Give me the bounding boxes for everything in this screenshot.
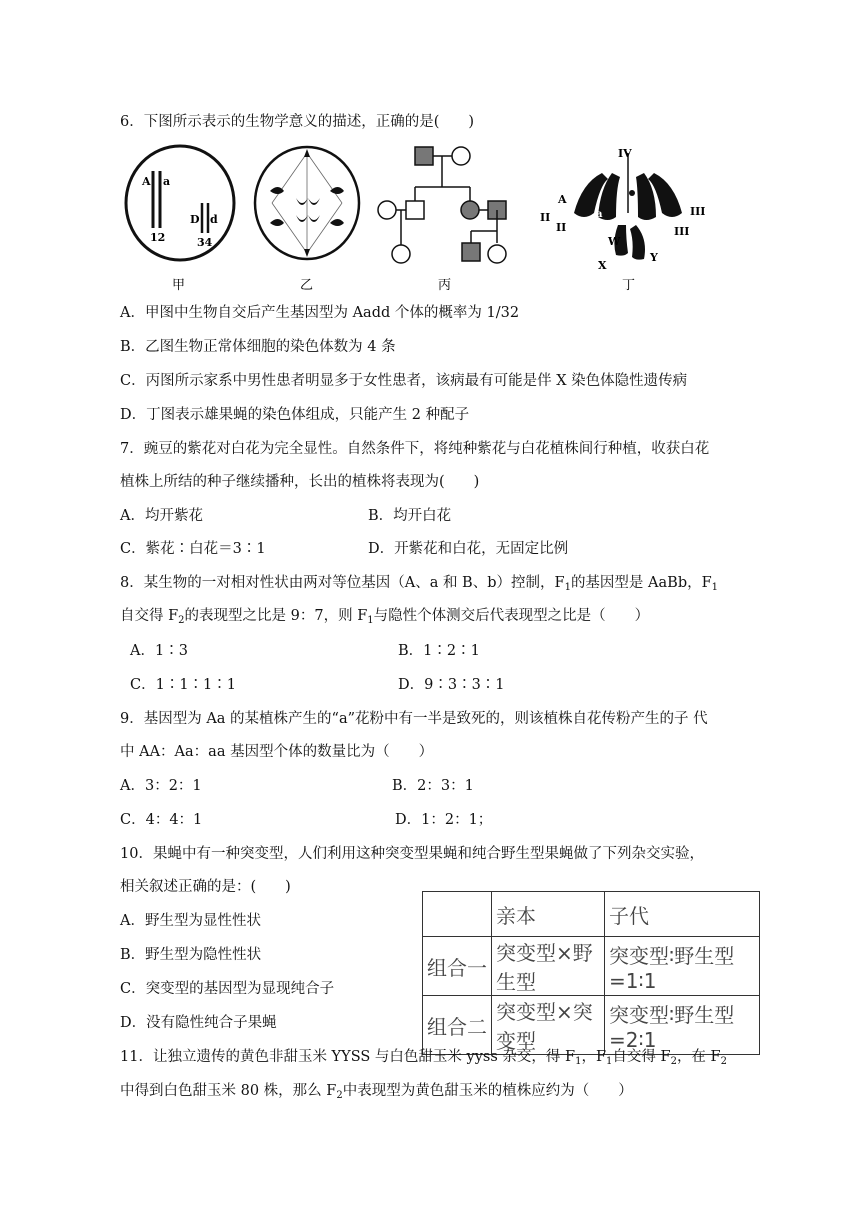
subscript: 2 (720, 1056, 727, 1067)
table-row (423, 996, 760, 1055)
q8-stem-line1 (120, 573, 718, 593)
q8-option-b: B．1∶2∶1 (398, 643, 480, 659)
chromosome-label-III-2: III (674, 225, 690, 238)
q8-option-a: A．1∶3 (130, 643, 188, 659)
q8-option-c: C．1∶1∶1∶1 (130, 677, 236, 693)
q6-option-c: C．丙图所示家系中男性患者明显多于女性患者，该病最有可能是伴 X 染色体隐性遗传病 (120, 373, 688, 389)
allele-A: A (142, 175, 151, 188)
chromosome-label-III: III (690, 205, 706, 218)
q11-stem-line2 (120, 1081, 633, 1101)
q10-stem-line2: 相关叙述正确的是：( ) (120, 879, 291, 895)
q8-text: 自交得 F (120, 608, 179, 624)
q10-option-a: A．野生型为显性性状 (120, 913, 261, 929)
subscript: 1 (606, 1056, 613, 1067)
q10-option-d: D．没有隐性纯合子果蝇 (120, 1015, 277, 1031)
table-row (423, 937, 760, 996)
chromosome-label-X: X (598, 259, 607, 272)
q10-option-b: B．野生型为隐性性状 (120, 947, 262, 963)
q9-option-c: C．4：4：1 (120, 812, 203, 828)
chromosome-label-II-2: II (556, 221, 567, 234)
allele-A-ding: A (558, 193, 567, 206)
figure-label-yi: 乙 (300, 278, 314, 293)
figure-label-ding: 丁 (622, 278, 636, 293)
q9-option-d: D．1：2：1； (395, 812, 493, 828)
allele-d: d (210, 213, 218, 226)
figure-jia (126, 146, 234, 260)
allele-D: D (190, 213, 200, 226)
q11-stem-line1 (120, 1047, 727, 1067)
subscript: 1 (367, 615, 374, 626)
table-header-cell: 子代 (605, 892, 760, 937)
allele-a: a (163, 175, 171, 188)
figure-bing (378, 147, 506, 263)
table-cell: 组合二 (423, 996, 492, 1055)
q9-option-b: B．2：3：1 (392, 778, 474, 794)
table-cell: 突变型∶野生型=2∶1 (605, 996, 760, 1055)
q10-stem-line1: 10．果蝇中有一种突变型，人们利用这种突变型果蝇和纯合野生型果蝇做了下列杂交实验， (120, 846, 704, 862)
q8-text: 与隐性个体测交后代表现型之比是（ ） (373, 608, 650, 624)
table-cell: 组合一 (423, 937, 492, 996)
q8-text: 8．某生物的一对相对性状由两对等位基因（A、a 和 B、b）控制，F (120, 575, 565, 591)
chromosome-label-Y: Y (650, 251, 658, 264)
q6-option-a: A．甲图中生物自交后产生基因型为 Aadd 个体的概率为 1/32 (120, 305, 520, 321)
table-cell: 突变型×野生型 (492, 937, 605, 996)
table-cell: 突变型∶野生型=1∶1 (605, 937, 760, 996)
q9-stem-line1: 9．基因型为 Aa 的某植株产生的“a”花粉中有一半是致死的，则该植株自花传粉产生的子 代 (120, 711, 708, 727)
subscript: 2 (178, 615, 185, 626)
chromosome-number-12: 12 (150, 231, 166, 244)
q7-option-b: B．均开白花 (368, 508, 452, 524)
subscript: 1 (711, 582, 719, 593)
q7-option-c: C．紫花∶白花＝3∶1 (120, 541, 266, 557)
table-header-cell: 亲本 (492, 892, 605, 937)
q11-text: 11．让独立遗传的黄色非甜玉米 YYSS 与白色甜玉米 yyss 杂交，得 F (120, 1049, 576, 1065)
table-header-row (423, 892, 760, 937)
q11-text: 中表现型为黄色甜玉米的植株应约为（ ） (342, 1083, 633, 1099)
q6-option-d: D．丁图表示雄果蝇的染色体组成，只能产生 2 种配子 (120, 407, 470, 423)
q6-figures (120, 143, 760, 295)
q9-stem-line2: 中 AA：Aa：aa 基因型个体的数量比为（ ） (120, 744, 434, 760)
subscript: 2 (336, 1090, 343, 1101)
figure-yi (255, 147, 359, 259)
subscript: 2 (670, 1056, 677, 1067)
allele-a-ding: a (596, 209, 603, 220)
q6-option-b: B．乙图生物正常体细胞的染色体数为 4 条 (120, 339, 396, 355)
chromosome-label-IV: IV (618, 147, 632, 160)
q6-stem: 6．下图所示表示的生物学意义的描述，正确的是( ) (120, 114, 475, 130)
q8-stem-line2 (120, 606, 649, 626)
q11-text: 中得到白色甜玉米 80 株，那么 F (120, 1083, 337, 1099)
q11-text: 自交得 F (612, 1049, 671, 1065)
q7-option-a: A．均开紫花 (120, 508, 203, 524)
figure-ding (540, 147, 705, 272)
q8-option-d: D．9∶3∶3∶1 (398, 677, 505, 693)
q7-stem-line2: 植株上所结的种子继续播种，长出的植株将表现为( ) (120, 474, 480, 490)
table-header-cell (423, 892, 492, 937)
q10-option-c: C．突变型的基因型为显现纯合子 (120, 981, 335, 997)
figure-label-jia: 甲 (172, 278, 186, 293)
subscript: 1 (575, 1056, 582, 1067)
q7-option-d: D．开紫花和白花，无固定比例 (368, 541, 569, 557)
cross-experiment-table (422, 891, 760, 1055)
q7-stem-line1: 7．豌豆的紫花对白花为完全显性。自然条件下，将纯种紫花与白花植株间行种植，收获白花 (120, 441, 710, 457)
chromosome-number-34: 34 (197, 236, 213, 249)
chromosome-label-II: II (540, 211, 551, 224)
q8-text: 的表现型之比是 9：7，则 F (184, 608, 368, 624)
allele-W: W (608, 235, 621, 248)
figure-label-bing: 丙 (438, 278, 452, 293)
q11-text: ，F (581, 1049, 607, 1065)
table-cell: 突变型×突变型 (492, 996, 605, 1055)
q9-option-a: A．3：2：1 (120, 778, 202, 794)
subscript: 1 (564, 582, 571, 593)
q8-text: 的基因型是 AaBb，F (570, 575, 712, 591)
q11-text: ，在 F (676, 1049, 721, 1065)
